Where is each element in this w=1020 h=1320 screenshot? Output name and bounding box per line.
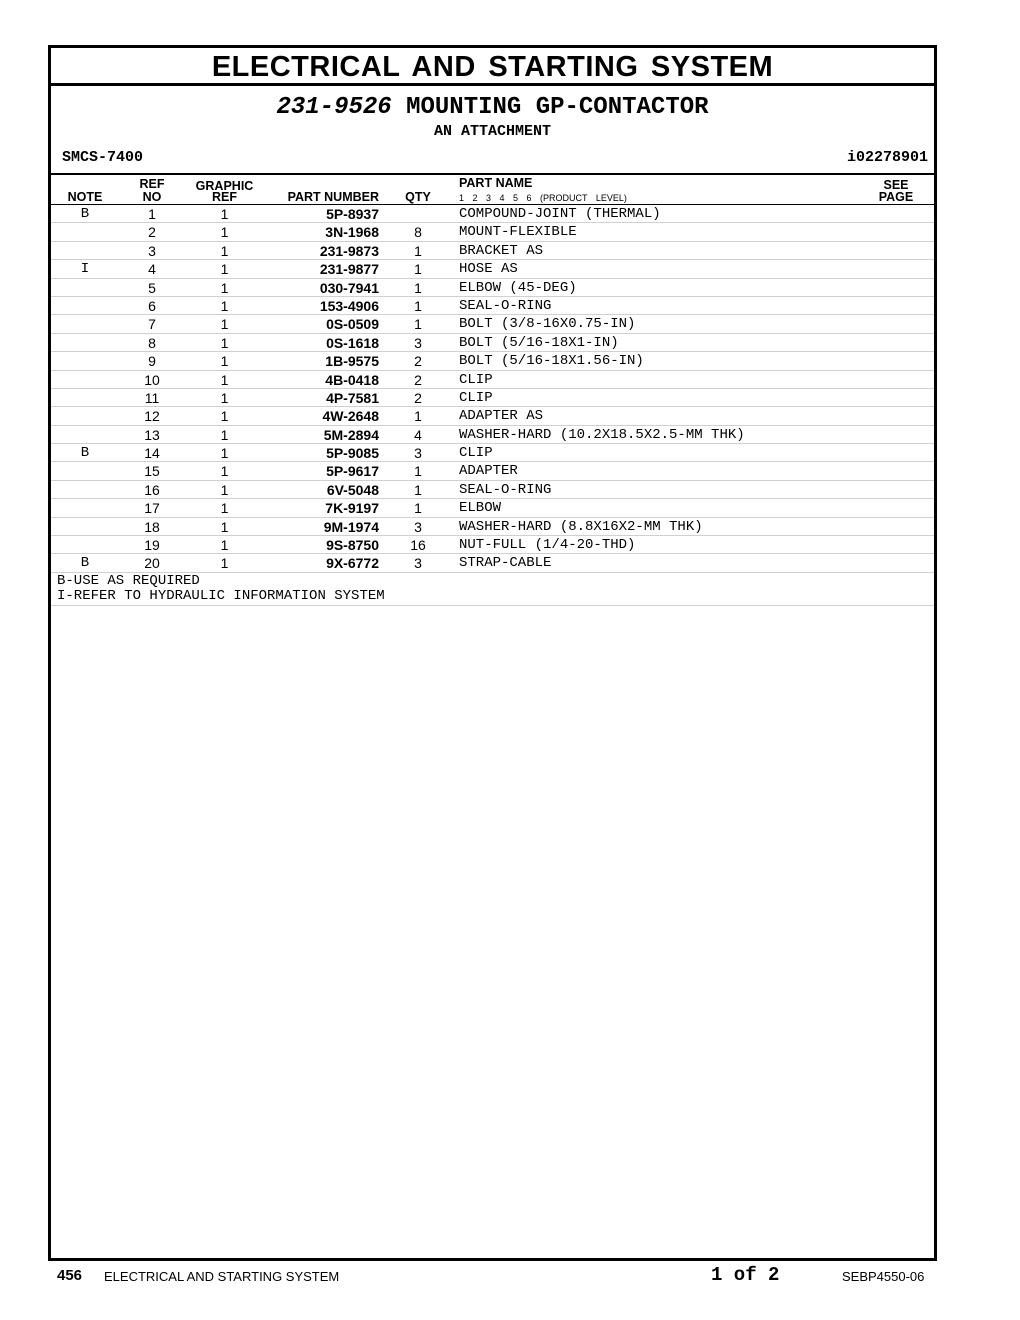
page-footer bbox=[0, 1264, 1020, 1289]
row-part-number: 3N-1968 bbox=[325, 224, 379, 241]
table-row bbox=[51, 352, 934, 370]
row-ref-no: 19 bbox=[144, 537, 160, 554]
row-part-name: ELBOW bbox=[459, 500, 502, 517]
row-graphic-ref: 1 bbox=[220, 481, 229, 498]
row-graphic-ref: 1 bbox=[220, 555, 229, 572]
row-note: I bbox=[80, 261, 90, 278]
row-graphic-ref: 1 bbox=[220, 426, 229, 443]
row-part-name: STRAP-CABLE bbox=[459, 555, 552, 572]
footer-page-of: 1 of 2 bbox=[711, 1264, 780, 1286]
row-qty: 2 bbox=[414, 353, 422, 370]
row-graphic-ref: 1 bbox=[220, 261, 229, 278]
illustration-id: i02278901 bbox=[846, 149, 928, 166]
row-part-number: 9S-8750 bbox=[326, 537, 379, 554]
row-graphic-ref: 1 bbox=[220, 279, 229, 296]
table-row bbox=[51, 518, 934, 536]
table-row bbox=[51, 223, 934, 241]
footer-page-number: 456 bbox=[57, 1267, 83, 1284]
row-part-name: CLIP bbox=[459, 445, 493, 462]
row-note: B bbox=[80, 206, 90, 222]
row-part-number: 4B-0418 bbox=[325, 371, 379, 388]
row-part-number: 9X-6772 bbox=[326, 555, 379, 572]
row-graphic-ref: 1 bbox=[220, 445, 229, 462]
row-note: B bbox=[80, 445, 90, 462]
row-note: B bbox=[80, 555, 90, 572]
row-qty: 4 bbox=[414, 426, 422, 443]
row-ref-no: 7 bbox=[148, 316, 156, 333]
table-row bbox=[51, 260, 934, 278]
row-graphic-ref: 1 bbox=[220, 371, 229, 388]
row-part-name: BOLT (5/16-18X1-IN) bbox=[459, 334, 619, 351]
row-part-number: 4P-7581 bbox=[326, 389, 379, 406]
row-part-number: 6V-5048 bbox=[326, 481, 379, 498]
col-qty: QTY bbox=[405, 190, 431, 204]
row-qty: 3 bbox=[414, 518, 422, 535]
row-qty: 1 bbox=[414, 242, 422, 259]
row-qty: 16 bbox=[410, 537, 426, 554]
row-graphic-ref: 1 bbox=[220, 206, 229, 222]
row-part-name: BRACKET AS bbox=[459, 242, 544, 259]
row-qty: 1 bbox=[414, 316, 422, 333]
row-part-name: BOLT (5/16-18X1.56-IN) bbox=[459, 353, 644, 370]
row-part-name: SEAL-O-RING bbox=[459, 297, 552, 314]
group-name: MOUNTING GP-CONTACTOR bbox=[406, 94, 709, 121]
row-part-name: CLIP bbox=[459, 371, 493, 388]
row-graphic-ref: 1 bbox=[220, 316, 229, 333]
row-qty: 1 bbox=[414, 500, 422, 517]
row-ref-no: 12 bbox=[144, 408, 160, 425]
row-part-name: HOSE AS bbox=[459, 261, 518, 278]
row-ref-no: 6 bbox=[148, 297, 156, 314]
notes-block bbox=[51, 573, 934, 606]
row-part-number: 030-7941 bbox=[319, 279, 379, 296]
row-qty: 1 bbox=[414, 408, 422, 425]
row-part-name: ELBOW (45-DEG) bbox=[459, 279, 577, 296]
row-qty: 1 bbox=[414, 297, 422, 314]
row-part-number: 231-9877 bbox=[319, 261, 379, 278]
row-graphic-ref: 1 bbox=[220, 408, 229, 425]
table-row bbox=[51, 499, 934, 517]
row-ref-no: 17 bbox=[144, 500, 160, 517]
row-qty: 1 bbox=[414, 481, 422, 498]
col-see-line2: PAGE bbox=[878, 190, 914, 204]
footer-doc-number: SEBP4550-06 bbox=[842, 1269, 925, 1284]
col-ref-line2: NO bbox=[142, 190, 162, 204]
row-part-name: WASHER-HARD (10.2X18.5X2.5-MM THK) bbox=[459, 426, 745, 443]
table-row bbox=[51, 481, 934, 499]
row-ref-no: 13 bbox=[144, 426, 160, 443]
row-part-name: CLIP bbox=[459, 389, 493, 406]
table-row bbox=[51, 536, 934, 554]
col-note: NOTE bbox=[67, 190, 103, 204]
table-row bbox=[51, 444, 934, 462]
col-product-level: 1 2 3 4 5 6 (PRODUCT LEVEL) bbox=[459, 193, 627, 203]
table-row bbox=[51, 407, 934, 425]
table-row bbox=[51, 205, 934, 223]
row-graphic-ref: 1 bbox=[220, 518, 229, 535]
row-ref-no: 9 bbox=[148, 353, 156, 370]
row-part-name: NUT-FULL (1/4-20-THD) bbox=[459, 537, 636, 554]
row-part-number: 231-9873 bbox=[319, 242, 379, 259]
row-part-number: 5P-9085 bbox=[326, 445, 379, 462]
row-graphic-ref: 1 bbox=[220, 224, 229, 241]
col-see-line1: SEE bbox=[883, 178, 909, 192]
group-number: 231-9526 bbox=[276, 94, 392, 121]
note-line: B-USE AS REQUIRED bbox=[57, 572, 200, 589]
table-row bbox=[51, 389, 934, 407]
row-graphic-ref: 1 bbox=[220, 537, 229, 554]
row-part-number: 5P-9617 bbox=[326, 463, 379, 480]
row-part-number: 153-4906 bbox=[319, 297, 379, 314]
row-ref-no: 20 bbox=[144, 555, 160, 572]
row-ref-no: 8 bbox=[148, 334, 156, 351]
row-graphic-ref: 1 bbox=[220, 353, 229, 370]
row-ref-no: 10 bbox=[144, 371, 160, 388]
row-qty: 2 bbox=[414, 371, 422, 388]
note-line: I-REFER TO HYDRAULIC INFORMATION SYSTEM bbox=[57, 587, 385, 604]
parts-table-body bbox=[51, 205, 934, 573]
col-ref-line1: REF bbox=[139, 177, 165, 191]
table-row bbox=[51, 297, 934, 315]
row-ref-no: 14 bbox=[144, 445, 160, 462]
col-graphic-line2: REF bbox=[212, 190, 237, 204]
row-part-name: COMPOUND-JOINT (THERMAL) bbox=[459, 206, 661, 222]
row-ref-no: 2 bbox=[148, 224, 156, 241]
col-graphic-line1: GRAPHIC bbox=[195, 179, 254, 193]
row-part-number: 5M-2894 bbox=[323, 426, 379, 443]
row-part-number: 1B-9575 bbox=[325, 353, 379, 370]
row-qty: 2 bbox=[414, 389, 422, 406]
table-row bbox=[51, 554, 934, 572]
row-qty: 1 bbox=[414, 463, 422, 480]
row-part-number: 4W-2648 bbox=[322, 408, 379, 425]
row-graphic-ref: 1 bbox=[220, 242, 229, 259]
smcs-code: SMCS-7400 bbox=[62, 149, 144, 166]
row-ref-no: 15 bbox=[144, 463, 160, 480]
row-graphic-ref: 1 bbox=[220, 463, 229, 480]
row-part-name: MOUNT-FLEXIBLE bbox=[459, 224, 577, 241]
row-ref-no: 5 bbox=[148, 279, 156, 296]
table-row bbox=[51, 371, 934, 389]
row-part-number: 0S-1618 bbox=[326, 334, 379, 351]
row-ref-no: 16 bbox=[144, 481, 160, 498]
row-qty: 1 bbox=[414, 261, 422, 278]
row-ref-no: 1 bbox=[148, 206, 156, 222]
row-part-number: 0S-0509 bbox=[326, 316, 379, 333]
group-subtitle: AN ATTACHMENT bbox=[433, 123, 552, 140]
table-row bbox=[51, 462, 934, 480]
group-header bbox=[51, 86, 934, 175]
row-qty: 3 bbox=[414, 445, 422, 462]
row-part-name: BOLT (3/8-16X0.75-IN) bbox=[459, 316, 636, 333]
row-part-name: ADAPTER AS bbox=[459, 408, 544, 425]
section-title: ELECTRICAL AND STARTING SYSTEM bbox=[51, 48, 934, 86]
row-part-name: SEAL-O-RING bbox=[459, 481, 552, 498]
row-graphic-ref: 1 bbox=[220, 297, 229, 314]
table-row bbox=[51, 242, 934, 260]
row-part-name: ADAPTER bbox=[459, 463, 518, 480]
row-ref-no: 11 bbox=[144, 389, 160, 406]
table-row bbox=[51, 279, 934, 297]
col-part-name: PART NAME bbox=[459, 176, 533, 190]
row-part-name: WASHER-HARD (8.8X16X2-MM THK) bbox=[459, 518, 703, 535]
row-ref-no: 3 bbox=[148, 242, 156, 259]
table-row bbox=[51, 334, 934, 352]
row-part-number: 7K-9197 bbox=[325, 500, 379, 517]
col-part-number: PART NUMBER bbox=[287, 190, 379, 204]
row-graphic-ref: 1 bbox=[220, 334, 229, 351]
parts-page-frame bbox=[48, 45, 937, 1261]
table-row bbox=[51, 315, 934, 333]
footer-section: ELECTRICAL AND STARTING SYSTEM bbox=[104, 1269, 340, 1284]
row-qty: 3 bbox=[414, 555, 422, 572]
table-header bbox=[51, 175, 934, 205]
row-qty: 8 bbox=[414, 224, 422, 241]
table-row bbox=[51, 426, 934, 444]
row-qty: 1 bbox=[414, 279, 422, 296]
row-qty: 3 bbox=[414, 334, 422, 351]
row-ref-no: 18 bbox=[144, 518, 160, 535]
row-part-number: 5P-8937 bbox=[326, 206, 379, 222]
group-title bbox=[51, 94, 934, 122]
row-ref-no: 4 bbox=[148, 261, 156, 278]
row-part-number: 9M-1974 bbox=[323, 518, 379, 535]
row-graphic-ref: 1 bbox=[220, 500, 229, 517]
row-graphic-ref: 1 bbox=[220, 389, 229, 406]
